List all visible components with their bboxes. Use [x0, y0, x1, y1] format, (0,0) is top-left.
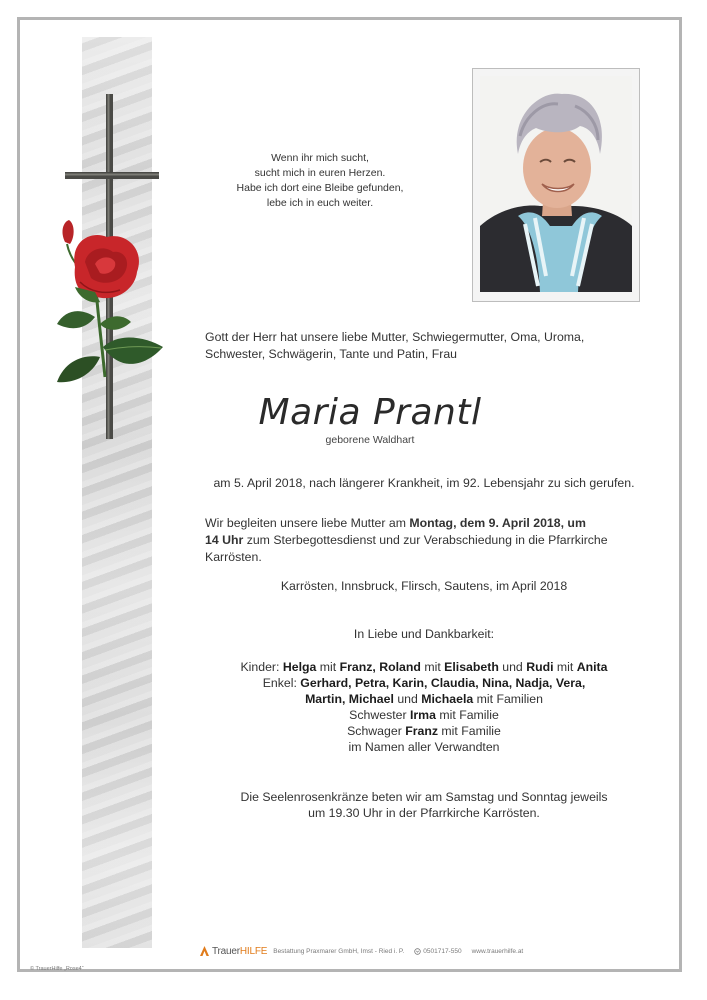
- place-date: Karrösten, Innsbruck, Flirsch, Sautens, im April 2018: [280, 579, 568, 593]
- footer-company: Bestattung Praxmarer GmbH, Imst - Ried i. P.: [273, 947, 405, 955]
- children-line: Kinder: Helga mit Franz, Roland mit Elisabeth und Rudi mit Anita: [240, 660, 608, 674]
- phone-icon: [414, 948, 421, 955]
- deceased-name: Maria Prantl: [258, 392, 482, 433]
- copyright-note: © TrauerHilfe „Rose4“: [30, 966, 84, 972]
- intro-line: Schwester, Schwägerin, Tante und Patin, Frau: [205, 347, 458, 361]
- intro-line: Gott der Herr hat unsere liebe Mutter, Schwiegermutter, Oma, Uroma,: [205, 330, 585, 344]
- rosary-line: Die Seelenrosenkränze beten wir am Samstag und Sonntag jeweils: [240, 790, 608, 804]
- sister-line: Schwester Irma mit Familie: [349, 708, 499, 722]
- death-notice: am 5. April 2018, nach längerer Krankheit, im 92. Lebensjahr zu sich gerufen.: [213, 476, 635, 490]
- intro-text: [205, 329, 645, 363]
- thanks-heading: In Liebe und Dankbarkeit:: [353, 627, 495, 641]
- poem-line: sucht mich in euren Herzen.: [254, 167, 386, 179]
- service-line: [205, 532, 641, 549]
- poem-line: Habe ich dort eine Bleibe gefunden,: [236, 182, 404, 194]
- service-text: zum Sterbegottesdienst und zur Verabschiedung in die Pfarrkirche: [243, 533, 608, 547]
- relatives-line: im Namen aller Verwandten: [348, 740, 500, 754]
- footer-website[interactable]: www.trauerhilfe.at: [471, 947, 524, 955]
- cross-with-rose-image: [45, 92, 175, 442]
- grandchildren-line: Enkel: Gerhard, Petra, Karin, Claudia, Nina, Nadja, Vera,: [262, 676, 586, 690]
- footer-logo: TrauerHILFE: [212, 945, 268, 957]
- service-line: [205, 515, 641, 532]
- portrait-photo: [480, 76, 632, 292]
- grandchildren-line: Martin, Michael und Michaela mit Familien: [305, 692, 543, 706]
- service-date: Montag, dem 9. April 2018, um: [409, 516, 586, 530]
- memorial-poem: [220, 151, 420, 211]
- footer: [200, 944, 660, 958]
- maiden-name: geborene Waldhart: [325, 434, 415, 446]
- family-list: [204, 659, 644, 755]
- rosary-line: um 19.30 Uhr in der Pfarrkirche Karrösten.: [308, 806, 540, 820]
- trauerhilfe-logo-icon: [200, 946, 209, 956]
- service-time: 14 Uhr: [205, 533, 244, 547]
- rosary-notice: [204, 789, 644, 821]
- service-details: [205, 515, 641, 566]
- brother-in-law-line: Schwager Franz mit Familie: [347, 724, 501, 738]
- service-text: Wir begleiten unsere liebe Mutter am: [205, 516, 410, 530]
- footer-phone: 0501717-550: [423, 947, 462, 955]
- poem-line: lebe ich in euch weiter.: [266, 197, 374, 209]
- service-line: Karrösten.: [205, 550, 262, 564]
- poem-line: Wenn ihr mich sucht,: [271, 152, 369, 164]
